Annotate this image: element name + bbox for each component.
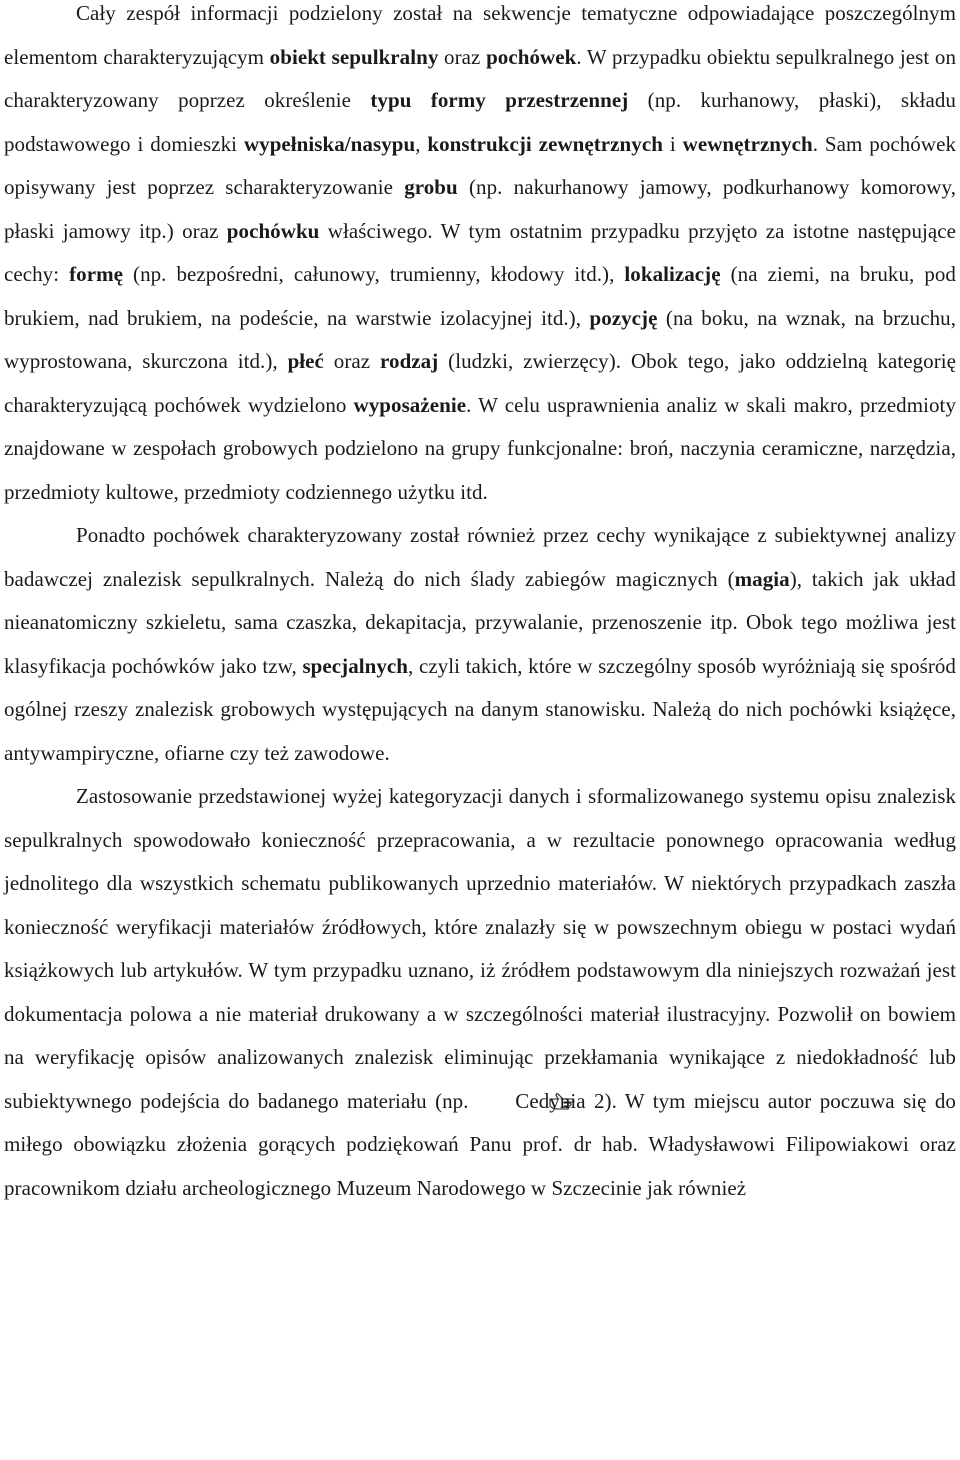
text-run: Zastosowanie przedstawionej wyżej kategoryzacji danych i sformalizowanego systemu opisu znalezisk sepulkralnych spowodowało konieczność przepracowania, a w rezultacie ponownego opracowania według jednolitego dla wszystkich schematu publikowanych uprzednio materiałów. W niektórych przypadkach zaszła konieczność weryfikacji materiałów źródłowych, które znalazły się w powszechnym obiegu w postaci wydań książkowych lub artykułów. W tym przypadku uznano, iż źródłem podstawowym dla niniejszych rozważań jest dokumentacja polowa a nie materiał drukowany a w szczególności materiał ilustracyjny. Pozwolił on bowiem na weryfikację opisów analizowanych znalezisk eliminując przekłamania wynikające z niedokładność lub subiektywnego podejścia do badanego materiału (np. <box>4 784 956 1113</box>
bold-term: pochówek <box>486 44 577 69</box>
bold-term: rodzaj <box>380 349 439 373</box>
text-run: oraz <box>323 349 381 373</box>
text-run: Cały zespół informacji podzielony został na sekwencje tematyczne odpowiadające poszczególnym elementom charakteryzującym <box>4 1 956 69</box>
document-page <box>4 0 956 1210</box>
text-run: . W celu usprawnienia analiz w skali makro, przedmioty znajdowane w zespołach grobowych podzielono na grupy funkcjonalne: broń, naczynia ceramiczne, narzędzia, przedmioty kultowe, przedmioty codziennego użytku itd. <box>4 392 956 504</box>
text-run: ), takich jak układ nieanatomiczny szkieletu, sama czaszka, dekapitacja, przywalanie, przenoszenie itp. Obok tego możliwa jest klasyfikacja pochówków jako tzw, <box>4 566 956 678</box>
paragraph-2 <box>4 514 956 775</box>
text-run: (na boku, na wznak, na brzuchu, wyprostowana, skurczona itd.), <box>4 305 956 373</box>
text-run: . W przypadku obiektu sepulkralnego jest on charakteryzowany poprzez określenie <box>4 44 957 112</box>
text-run: Cedynia 2). W tym miejscu autor poczuwa się do miłego obowiązku złożenia gorących podziękowań Panu prof. dr hab. Władysławowi Filipowiakowi oraz pracownikom działu archeologicznego Muzeum Narodowego w Szczecinie jak również <box>4 1088 956 1200</box>
bold-term: specjalnych <box>302 653 409 678</box>
pointing-hand-icon <box>477 1092 507 1112</box>
text-run: właściwego. W tym ostatnim przypadku przyjęto za istotne następujące cechy: <box>4 218 956 286</box>
bold-term: wypełniska/nasypu <box>243 131 416 156</box>
text-run: . Sam pochówek opisywany jest poprzez scharakteryzowanie <box>4 131 956 199</box>
paragraph-3 <box>4 775 956 1210</box>
bold-term: wyposażenie <box>353 392 467 417</box>
bold-term: typu formy przestrzennej <box>370 88 629 112</box>
bold-term: konstrukcji zewnętrznych <box>427 131 663 156</box>
bold-term: obiekt sepulkralny <box>269 44 439 69</box>
bold-term: grobu <box>404 175 458 199</box>
text-run: (np. kurhanowy, płaski), składu podstawowego i domieszki <box>4 88 956 156</box>
bold-term: pozycję <box>589 305 658 330</box>
bold-term: lokalizację <box>624 262 721 286</box>
text-run: (ludzki, zwierzęcy). Obok tego, jako oddzielną kategorię charakteryzującą pochówek wydzielono <box>4 349 957 417</box>
text-run: (np. bezpośredni, całunowy, trumienny, kłodowy itd.), <box>123 262 625 286</box>
text-run: i <box>662 131 683 156</box>
text-run: , czyli takich, które w szczególny sposób wyróżniają się spośród ogólnej rzeszy znalezisk grobowych występujących na danym stanowisku. Należą do nich pochówki książęce, antywampiryczne, ofiarne czy też zawodowe. <box>4 653 956 765</box>
bold-term: formę <box>69 262 124 286</box>
text-run: Ponadto pochówek charakteryzowany został również przez cechy wynikające z subiektywnej analizy badawczej znalezisk sepulkralnych. Należą do nich ślady zabiegów magicznych ( <box>4 523 956 591</box>
bold-term: płeć <box>287 349 324 373</box>
text-run: oraz <box>438 44 487 69</box>
text-run: , <box>415 131 428 156</box>
bold-term: pochówku <box>226 218 320 243</box>
bold-term: magia <box>734 566 790 591</box>
text-run: (na ziemi, na bruku, pod brukiem, nad brukiem, na podeście, na warstwie izolacyjnej itd.), <box>4 262 956 330</box>
bold-term: wewnętrznych <box>682 131 813 156</box>
text-run: (np. nakurhanowy jamowy, podkurhanowy komorowy, płaski jamowy itp.) oraz <box>4 175 957 243</box>
paragraph-1 <box>4 0 956 514</box>
